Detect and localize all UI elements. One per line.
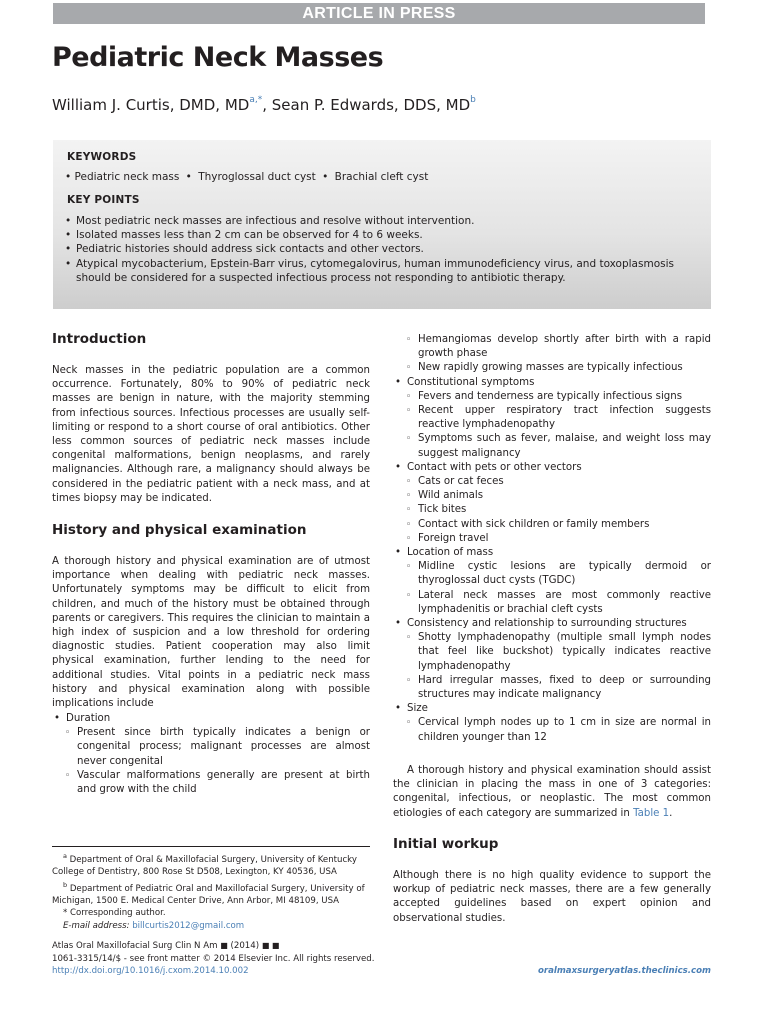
introduction-heading: Introduction [52,331,147,347]
list-item-label: Size [407,703,428,715]
history-paragraph: A thorough history and physical examination are of utmost importance when dealing with pediatric neck masses. Unfortunately symptoms may be difficult to elicit from children, and much of the history must be obtained through parents or caregivers. This requires the clinician to maintain a high index of suspicion and a low threshold for ordering diagnostic studies. Patient cooperation may also limit physical examination, further lending to the need for additional studies. Vital points in a pediatric neck mass history and physical examination along with possible implications include [52,556,370,710]
introduction-paragraph: Neck masses in the pediatric population are a common occurrence. Fortunately, 80% to 90% of pediatric neck masses are benign in nature, with the majority stemming from infectious sources. Infectious processes are usually self-limiting or respond to a short course of oral antibiotics. Other less common sources of pediatric neck masses include congenital malformations, benign neoplasms, and rarely malignancies. Although rare, a malignancy should always be considered in the pediatric patient with a neck mass, and at times biopsy may be indicated. [52,365,370,504]
sub-list [407,560,711,617]
sub-list [66,726,370,797]
history-heading: History and physical examination [52,522,307,538]
keypoints-list [65,214,705,285]
initial-workup-heading: Initial workup [393,836,499,852]
email-line [52,920,374,932]
footnote-b-text: Department of Pediatric Oral and Maxillofacial Surgery, University of Michigan, 1500 E. Medical Center Drive, Ann Arbor, MI 48109, USA [52,883,365,906]
author-1: William J. Curtis, DMD, MD [52,96,250,114]
list-item-consistency [393,617,711,702]
footnotes [52,850,374,932]
sub-list-item: ◦ New rapidly growing masses are typically infectious [407,361,711,375]
footnote-a [52,850,374,879]
initial-workup-section [393,869,711,926]
summary-paragraph: A thorough history and physical examination should assist the clinician in placing the mass in one of 3 categories: congenital, infectious, or neoplastic. The most common etiologies of each category are summarized in Table 1. [393,765,711,819]
sub-list-item: ◦ Shotty lymphadenopathy (multiple small lymph nodes that feel like buckshot) typically indicates reactive lymphadenopathy [407,631,711,674]
list-item-label: Contact with pets or other vectors [407,461,582,473]
history-section [52,555,370,711]
footnote-a-mark: a [62,852,67,860]
sub-list [407,390,711,461]
keyword-separator: • [182,171,196,183]
introduction-section [52,364,370,506]
sub-list [407,475,711,546]
email-label: E-mail address: [62,920,130,931]
sub-list-item: ◦ Hemangiomas develop shortly after birth with a rapid growth phase [407,333,711,361]
author-2: Sean P. Edwards, DDS, MD [271,96,471,114]
author-1-affiliation[interactable]: a,* [249,95,263,105]
keyword-bullet: • [65,171,75,183]
sub-list-item: ◦ Recent upper respiratory tract infection suggests reactive lymphadenopathy [407,404,711,432]
footnote-b [52,879,374,908]
keyword-separator: • [318,171,332,183]
vital-points-list-continued [393,333,711,745]
sub-list-item: ◦ Fevers and tenderness are typically infectious signs [407,390,711,404]
email-link[interactable]: billcurtis2012@gmail.com [132,920,245,931]
article-in-press-banner: ARTICLE IN PRESS [53,3,705,24]
keypoint-item: • Pediatric histories should address sick contacts and other vectors. [65,242,705,256]
list-item-label: Consistency and relationship to surrounding structures [407,618,687,630]
sub-list-item: ◦ Hard irregular masses, fixed to deep or surrounding structures may indicate malignancy [407,674,711,702]
keywords-list [65,171,428,183]
journal-site-link[interactable]: oralmaxsurgeryatlas.theclinics.com [537,966,711,976]
sub-list-item: ◦ Vascular malformations generally are present at birth and grow with the child [66,769,370,797]
list-item-constitutional [393,376,711,461]
page-footer [52,940,374,978]
doi-link[interactable]: http://dx.doi.org/10.1016/j.cxom.2014.10.002 [52,966,249,977]
footnote-divider [52,846,370,847]
list-item-label: Constitutional symptoms [407,376,535,388]
keypoint-item: • Isolated masses less than 2 cm can be observed for 4 to 6 weeks. [65,228,705,242]
keypoints-heading: KEY POINTS [67,194,140,206]
right-list-section [393,333,711,745]
sub-list-item: ◦ Lateral neck masses are most commonly reactive lymphadenitis or brachial cleft cysts [407,589,711,617]
sub-list [407,631,711,702]
sub-list-item: ◦ Midline cystic lesions are typically dermoid or thyroglossal duct cysts (TGDC) [407,560,711,588]
list-item-contact [393,461,711,546]
initial-workup-paragraph: Although there is no high quality evidence to support the workup of pediatric neck masses, there are a few generally accepted guidelines based on expert opinion and observational studies. [393,870,711,924]
keypoint-item: • Most pediatric neck masses are infectious and resolve without intervention. [65,214,705,228]
keyword-item: Pediatric neck mass [74,171,180,183]
sub-list-item: ◦ Tick bites [407,503,711,517]
journal-citation: Atlas Oral Maxillofacial Surg Clin N Am ■ (2014) ■ ■ [52,941,280,951]
keywords-heading: KEYWORDS [67,151,137,163]
sub-list-item: ◦ Contact with sick children or family members [407,518,711,532]
footnote-a-text: Department of Oral & Maxillofacial Surgery, University of Kentucky College of Dentistry, 800 Rose St D508, Lexington, KY 40536, USA [52,854,357,878]
sub-list [407,716,711,744]
sub-list-item: ◦ Wild animals [407,489,711,503]
sub-list-item: ◦ Foreign travel [407,532,711,546]
list-item-size [393,702,711,745]
footnote-b-mark: b [62,880,68,889]
list-item-duration [52,712,370,797]
keypoint-item: • Atypical mycobacterium, Epstein-Barr virus, cytomegalovirus, human immunodeficiency virus, and toxoplasmosis should be considered for a suspected infectious process not responding to antibiotic therapy. [65,257,705,285]
author-line [52,96,476,114]
list-item-duration-continued [393,333,711,376]
sub-list [407,333,711,376]
issn-line: 1061-3315/14/$ - see front matter © 2014 Elsevier Inc. All rights reserved. [52,953,375,964]
keyword-item: Thyroglossal duct cyst [198,171,316,183]
summary-section [393,764,711,821]
author-separator: , [262,96,272,114]
corresponding-author: * Corresponding author. [62,908,166,919]
author-2-affiliation[interactable]: b [470,95,476,105]
list-item-location [393,546,711,617]
keywords-keypoints-box [53,140,711,309]
keyword-item: Brachial cleft cyst [334,171,429,183]
list-item-label: Location of mass [407,547,494,559]
sub-list-item: ◦ Present since birth typically indicates a benign or congenital process; malignant processes are almost never congenital [66,726,370,769]
article-title: Pediatric Neck Masses [52,42,384,73]
sub-list-item: ◦ Cervical lymph nodes up to 1 cm in size are normal in children younger than 12 [407,716,711,744]
sub-list-item: ◦ Cats or cat feces [407,475,711,489]
list-item-label: Duration [66,713,111,724]
table-1-link[interactable]: Table 1 [633,807,670,819]
vital-points-list [52,712,370,797]
duration-list-section [52,712,370,797]
sub-list-item: ◦ Symptoms such as fever, malaise, and weight loss may suggest malignancy [407,432,711,460]
